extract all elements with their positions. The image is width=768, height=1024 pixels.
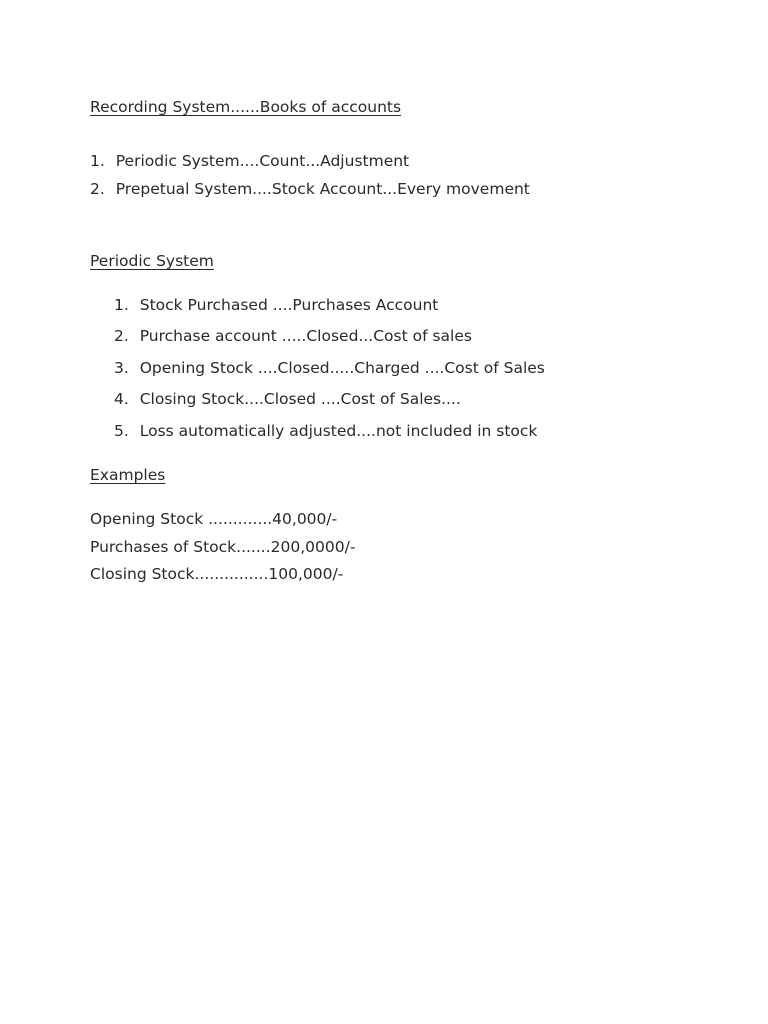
example-line: Closing Stock...............100,000/- [90,565,344,583]
periodic-list-item [114,295,438,315]
periodic-list-item [114,389,461,409]
system-item [90,151,409,171]
system-item-number: 2. [90,180,105,198]
periodic-list-text: Loss automatically adjusted....not included in stock [139,422,538,440]
periodic-list-item [114,421,537,441]
periodic-list-number: 1. [114,296,129,314]
periodic-list-number: 4. [114,390,129,408]
heading-recording-system: Recording System......Books of accounts [90,98,402,116]
periodic-list-text: Closing Stock....Closed ....Cost of Sales.... [139,390,461,408]
periodic-list-text: Stock Purchased ....Purchases Account [139,296,439,314]
periodic-list-item [114,326,472,346]
periodic-list-number: 3. [114,359,129,377]
system-item-text: Prepetual System....Stock Account...Every movement [115,180,530,198]
heading-examples: Examples [90,466,166,484]
periodic-list-item [114,358,545,378]
example-line: Opening Stock .............40,000/- [90,510,338,528]
periodic-list-number: 2. [114,327,129,345]
example-line: Purchases of Stock.......200,0000/- [90,538,356,556]
periodic-list-number: 5. [114,422,129,440]
periodic-list-text: Purchase account .....Closed...Cost of sales [139,327,472,345]
periodic-list-text: Opening Stock ....Closed.....Charged ....Cost of Sales [139,359,545,377]
system-item-number: 1. [90,152,105,170]
heading-periodic-system: Periodic System [90,252,214,270]
system-item-text: Periodic System....Count...Adjustment [115,152,410,170]
system-item [90,179,530,199]
